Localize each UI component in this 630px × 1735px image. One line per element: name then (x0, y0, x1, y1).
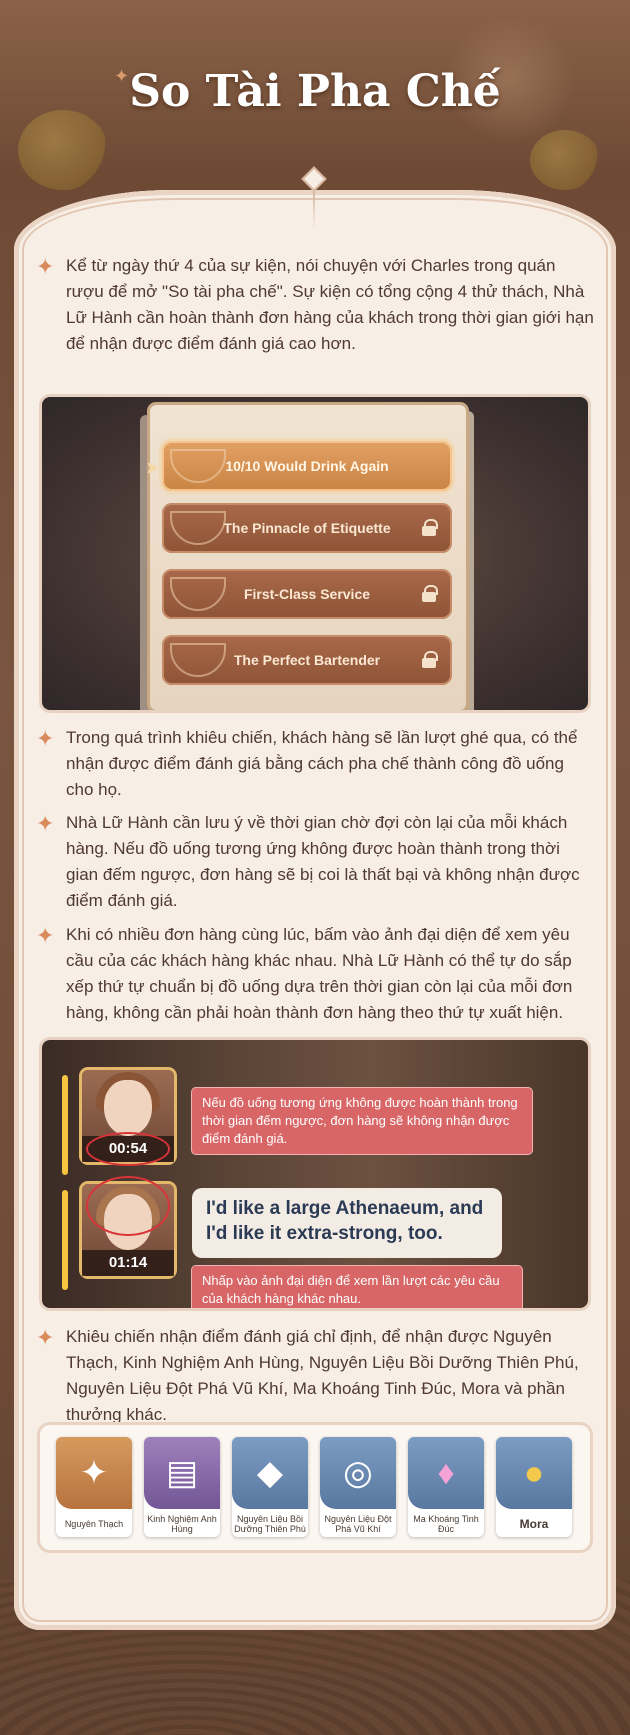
star-bullet-icon: ✦ (36, 726, 55, 751)
book-icon: ▤ (144, 1437, 220, 1509)
reward-label: Nguyên Liệu Bồi Dưỡng Thiên Phú (234, 1514, 306, 1534)
lock-icon (422, 585, 436, 601)
order-timer-bar (62, 1190, 68, 1290)
lemon-decoration (530, 130, 600, 190)
paragraph-text: Khi có nhiều đơn hàng cùng lúc, bấm vào ảnh đại diện để xem yêu cầu của các khách hàng khác nhau. Nhà Lữ Hành có thể tự do sắp xếp thứ tự chuẩn bị đồ uống dựa trên thời gian còn lại của mỗi đơn hàng, không cần phải hoàn thành đơn hàng theo thứ tự xuất hiện. (66, 925, 573, 1022)
customer-avatar-2[interactable] (82, 1184, 174, 1276)
reward-label: Ma Khoáng Tinh Đúc (413, 1514, 479, 1534)
star-bullet-icon: ✦ (36, 1325, 55, 1350)
face (104, 1080, 152, 1136)
customer-request-bubble: I'd like a large Athenaeum, and I'd like it extra-strong, too. (192, 1188, 502, 1258)
paragraph-orders (36, 922, 594, 1026)
reward-label: Nguyên Liệu Đột Phá Vũ Khí (324, 1514, 392, 1534)
reward-hero-exp[interactable] (144, 1437, 220, 1537)
lemon-decoration (18, 110, 108, 190)
reward-label: Mora (519, 1517, 549, 1531)
order-timer-bar (62, 1075, 68, 1175)
lock-icon (422, 519, 436, 535)
ore-icon: ♦ (408, 1437, 484, 1509)
highlight-ring (86, 1176, 170, 1236)
star-icon: ✦ (114, 66, 130, 86)
reward-label: Kinh Nghiệm Anh Hùng (147, 1514, 217, 1534)
page-title: So Tài Pha Chế (129, 66, 501, 117)
cup-icon (170, 577, 226, 611)
star-bullet-icon: ✦ (36, 254, 55, 279)
intro-paragraph (36, 253, 594, 357)
cup-icon (170, 511, 226, 545)
avatar-callout: Nhấp vào ảnh đại diện để xem lần lượt các yêu cầu của khách hàng khác nhau. (192, 1266, 522, 1308)
challenge-label: 10/10 Would Drink Again (225, 458, 389, 474)
highlight-ring (86, 1132, 170, 1166)
lock-icon (422, 651, 436, 667)
primogem-icon: ✦ (56, 1437, 132, 1509)
challenge-label: The Pinnacle of Etiquette (223, 520, 391, 536)
intro-text: Kể từ ngày thứ 4 của sự kiện, nói chuyện với Charles trong quán rượu để mở "So tài pha chế". Sự kiện có tổng cộng 4 thử thách, Nhà Lữ Hành cần hoàn thành đơn hàng của khách trong thời gian giới hạn để nhận được điểm đánh giá cao hơn. (66, 256, 594, 353)
challenge-menu (146, 405, 466, 710)
order-timer: 00:54 (82, 1136, 174, 1162)
paragraph-text: Trong quá trình khiêu chiến, khách hàng sẽ lần lượt ghé qua, có thể nhận được điểm đánh giá bằng cách pha chế thành công đồ uống cho họ. (66, 728, 578, 799)
challenge-label: First-Class Service (243, 586, 371, 602)
challenge-button-3[interactable] (162, 569, 452, 619)
cup-icon (170, 643, 226, 677)
challenge-button-1[interactable] (146, 441, 452, 491)
diamond-ornament-icon (301, 166, 326, 191)
paragraph-rewards (36, 1324, 594, 1428)
pointer-icon: ➤ (146, 460, 160, 477)
challenge-menu-screenshot (42, 397, 588, 710)
talent-book-icon: ◆ (232, 1437, 308, 1509)
orders-screenshot (42, 1040, 588, 1308)
rewards-panel (40, 1425, 590, 1550)
reward-mystic-ore[interactable] (408, 1437, 484, 1537)
customer-avatar-1[interactable] (82, 1070, 174, 1162)
paragraph-timer (36, 810, 594, 914)
reward-label: Nguyên Thạch (64, 1519, 124, 1529)
reward-weapon-material[interactable] (320, 1437, 396, 1537)
paragraph-text: Nhà Lữ Hành cần lưu ý về thời gian chờ đợi còn lại của mỗi khách hàng. Nếu đồ uống tương ứng không được hoàn thành trong thời gian đếm ngược, đơn hàng sẽ bị coi là thất bại và không nhận được điểm đánh giá. (66, 813, 580, 910)
challenge-button-4[interactable] (162, 635, 452, 685)
divider (313, 190, 315, 230)
reward-primogem[interactable] (56, 1437, 132, 1537)
challenge-button-2[interactable] (162, 503, 452, 553)
order-timer: 01:14 (82, 1250, 174, 1276)
cup-icon (170, 449, 226, 483)
star-bullet-icon: ✦ (36, 811, 55, 836)
paragraph-customers (36, 725, 594, 803)
star-bullet-icon: ✦ (36, 923, 55, 948)
mora-icon: ● (496, 1437, 572, 1509)
challenge-label: The Perfect Bartender (233, 652, 381, 668)
timer-callout: Nếu đồ uống tương ứng không được hoàn thành trong thời gian đếm ngược, đơn hàng sẽ không nhận được điểm đánh giá. (192, 1088, 532, 1154)
weapon-material-icon: ◎ (320, 1437, 396, 1509)
reward-talent-material[interactable] (232, 1437, 308, 1537)
paragraph-text: Khiêu chiến nhận điểm đánh giá chỉ định, để nhận được Nguyên Thạch, Kinh Nghiệm Anh Hùng, Nguyên Liệu Bồi Dưỡng Thiên Phú, Nguyên Liệu Đột Phá Vũ Khí, Ma Khoáng Tinh Đúc, Mora và phần thưởng khác. (66, 1327, 579, 1424)
reward-mora[interactable] (496, 1437, 572, 1537)
